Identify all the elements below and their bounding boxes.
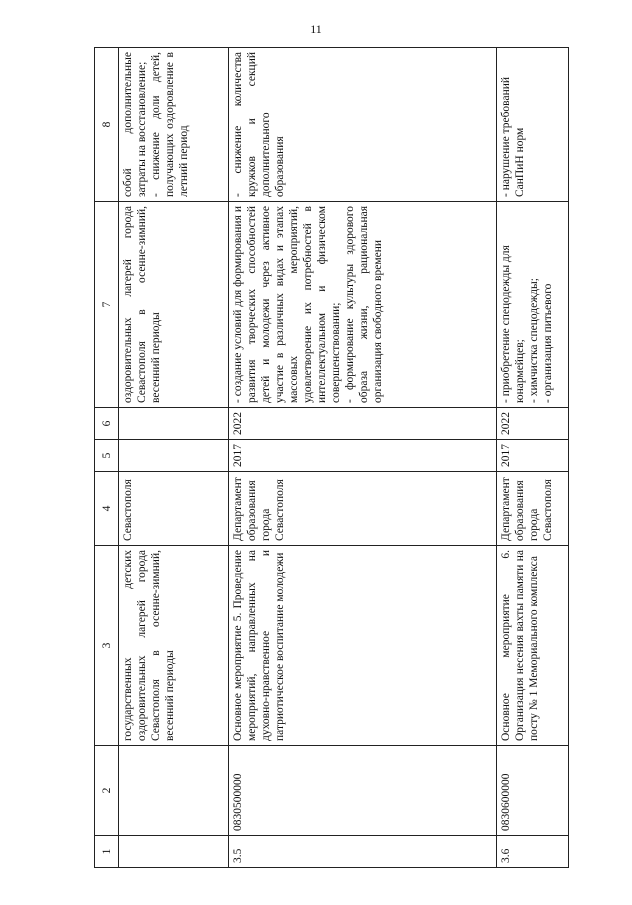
consequences: - снижение количества кружков и секций дополнительного образования xyxy=(229,48,497,202)
page-number: 11 xyxy=(310,22,322,36)
year-start: 2017 xyxy=(497,440,569,472)
table-row xyxy=(229,48,497,868)
table-row xyxy=(497,48,569,868)
budget-code: 0830600000 xyxy=(497,746,569,836)
consequences: собой дополнительные затраты на восстановление; - снижение доли детей, получающих оздоровление в летний период xyxy=(119,48,229,202)
expected-result: - приобретение спецодежды для юнармейцев; - химчистка спецодежды; - организация питьевого xyxy=(497,202,569,408)
table-header-row xyxy=(95,48,119,868)
year-start xyxy=(119,440,229,472)
expected-result: оздоровительных лагерей города Севастополя в осенне-зимний, весенний периоды xyxy=(119,202,229,408)
row-number: 3.5 xyxy=(229,836,497,868)
executor: Департамент образования города Севастополя xyxy=(229,472,497,546)
table-row xyxy=(119,48,229,868)
column-header: 2 xyxy=(95,746,119,836)
row-number xyxy=(119,836,229,868)
year-end xyxy=(119,408,229,440)
column-header: 6 xyxy=(95,408,119,440)
year-end: 2022 xyxy=(497,408,569,440)
year-end: 2022 xyxy=(229,408,497,440)
expected-result: - создание условий для формирования и развития творческих способностей детей и молодежи через активное участие в различных видах и этапах массовых мероприятий, удовлетворение их потребностей в интеллектуальном и физическом совершенствовании; - формирование культуры здорового образа жизни, рациональная организация свободного времени xyxy=(229,202,497,408)
column-header: 1 xyxy=(95,836,119,868)
executor: Севастополя xyxy=(119,472,229,546)
measure-name: Основное мероприятие 5. Проведение мероприятий, направленных на духовно-нравственное и патриотическое воспитание молодежи xyxy=(229,546,497,746)
rotated-table-container xyxy=(94,48,569,868)
executor: Департамент образования города Севастополя xyxy=(497,472,569,546)
column-header: 3 xyxy=(95,546,119,746)
measure-name: Основное мероприятие 6. Организация несения вахты памяти на посту № 1 Мемориального комплекса xyxy=(497,546,569,746)
column-header: 8 xyxy=(95,48,119,202)
year-start: 2017 xyxy=(229,440,497,472)
program-measures-table xyxy=(94,47,569,868)
consequences: - нарушение требований СанПиН норм xyxy=(497,48,569,202)
measure-name: государственных детских оздоровительных лагерей города Севастополя в осенне-зимний, весенний периоды xyxy=(119,546,229,746)
column-header: 5 xyxy=(95,440,119,472)
budget-code: 0830500000 xyxy=(229,746,497,836)
budget-code xyxy=(119,746,229,836)
row-number: 3.6 xyxy=(497,836,569,868)
column-header: 4 xyxy=(95,472,119,546)
column-header: 7 xyxy=(95,202,119,408)
